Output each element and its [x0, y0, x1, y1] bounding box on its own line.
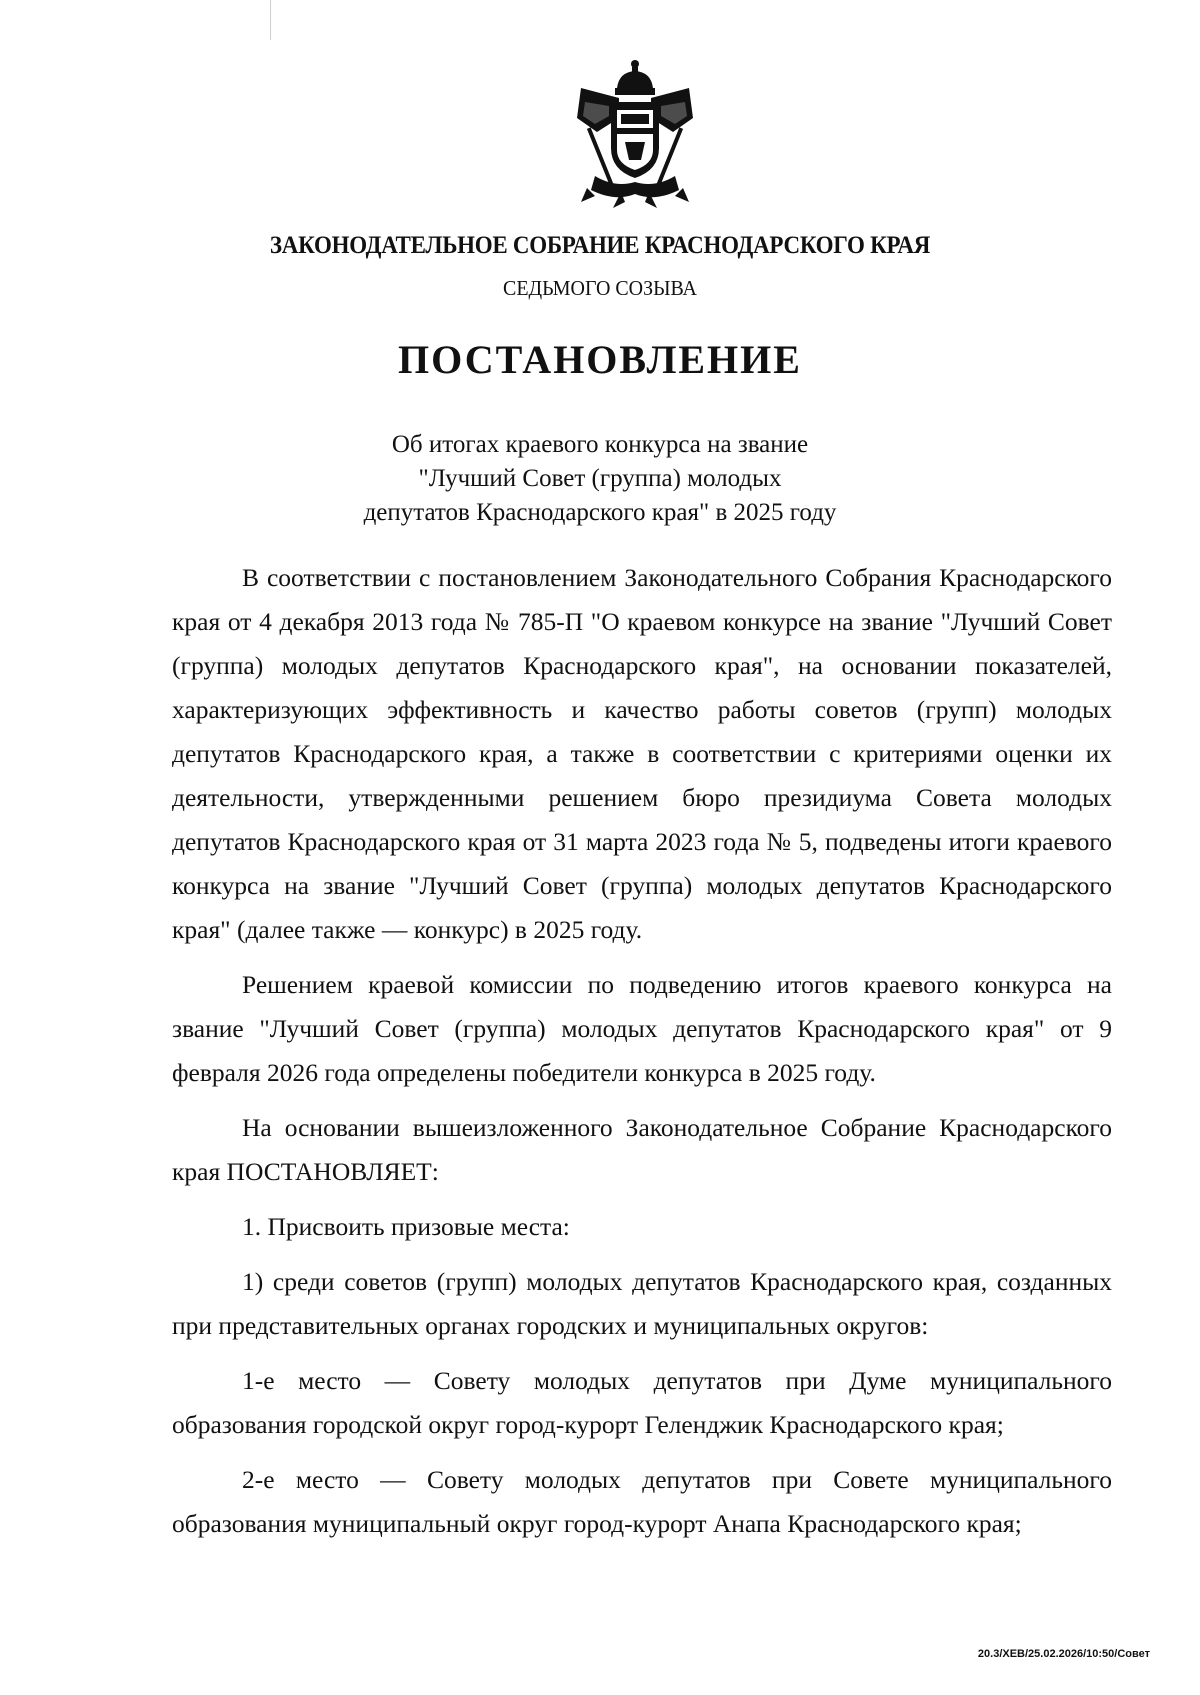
convocation-label: СЕДЬМОГО СОЗЫВА: [503, 276, 697, 300]
body-paragraph: 2-е место — Совету молодых депутатов при Совете муниципального образования муниципальный округ город-курорт Анапа Краснодарского края;: [172, 1465, 1112, 1538]
body-paragraph: В соответствии с постановлением Законодательного Собрания Краснодарского края от 4 декабря 2013 года № 785-П "О краевом конкурсе на звание "Лучший Совет (группа) молодых депутатов Краснодарского края", на основании показателей, характеризующих эффективность и качество работы советов (групп) молодых депутатов Краснодарского края, а также в соответствии с критериями оценки их деятельности, утвержденными решением бюро президиума Совета молодых депутатов Краснодарского края от 31 марта 2023 года № 5, подведены итоги краевого конкурса на звание "Лучший Совет (группа) молодых депутатов Краснодарского края" (далее также — конкурс) в 2025 году.: [172, 563, 1112, 944]
subject-line: Об итогах краевого конкурса на звание: [391, 431, 809, 458]
document-type-title: ПОСТАНОВЛЕНИЕ: [398, 337, 802, 382]
subject-line: депутатов Краснодарского края" в 2025 году: [363, 499, 837, 526]
body-paragraph: 1-е место — Совету молодых депутатов при Думе муниципального образования городской округ город-курорт Геленджик Краснодарского края;: [172, 1366, 1112, 1439]
document-subject: [0, 428, 1200, 530]
coat-of-arms-icon: [575, 58, 695, 208]
subject-line: "Лучший Совет (группа) молодых: [418, 465, 782, 492]
document-registration-code: 20.3/ХЕВ/25.02.2026/10:50/Совет: [977, 1648, 1150, 1660]
scan-artifact: [270, 0, 271, 40]
body-paragraph: На основании вышеизложенного Законодательное Собрание Краснодарского края ПОСТАНОВЛЯЕТ:: [172, 1113, 1112, 1186]
organization-name: ЗАКОНОДАТЕЛЬНОЕ СОБРАНИЕ КРАСНОДАРСКОГО КРАЯ: [269, 232, 931, 259]
body-paragraph: Решением краевой комиссии по подведению итогов краевого конкурса на звание "Лучший Совет (группа) молодых депутатов Краснодарского края" от 9 февраля 2026 года определены победители конкурса в 2025 году.: [172, 970, 1112, 1087]
body-paragraph: 1. Присвоить призовые места:: [242, 1212, 570, 1241]
document-body: [172, 556, 1112, 1557]
body-paragraph: 1) среди советов (групп) молодых депутатов Краснодарского края, созданных при представительных органах городских и муниципальных округов:: [172, 1267, 1112, 1340]
